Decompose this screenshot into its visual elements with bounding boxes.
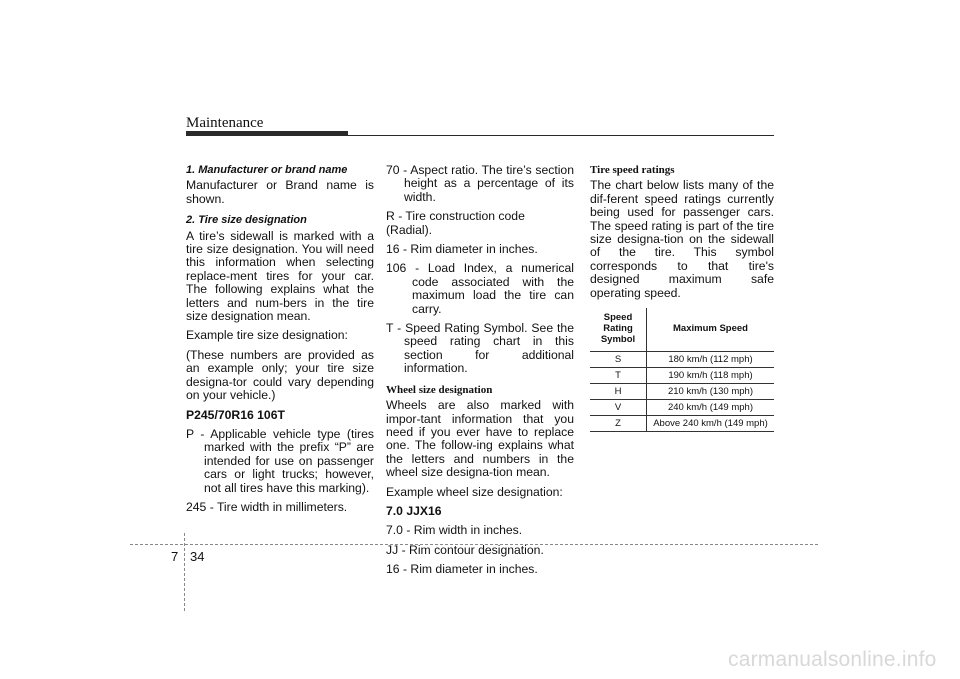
cell-symbol: H [590, 384, 647, 400]
chapter-number: 7 [171, 549, 179, 564]
example-wheel-code: 7.0 JJX16 [386, 503, 442, 518]
paragraph-speed-ratings: The chart below lists many of the dif-ferent speed ratings currently being used for passenger cars. The speed rating is part of the tire size designa-tion on the sidewall of the tire. This symbol corresponds to that tire's designed maximum safe operating speed. [590, 178, 774, 300]
definition-70: 70 - Aspect ratio. The tire’s section height as a percentage of its width. [386, 163, 574, 204]
paragraph-tire-size: A tire’s sidewall is marked with a tire size designation. You will need this information when selecting replace-ment tires for your car. The following explains what the letters and num-bers in the tire size designation mean. [186, 228, 374, 324]
cell-symbol: Z [590, 416, 647, 432]
subheading-speed-ratings: Tire speed ratings [590, 164, 675, 176]
paragraph-wheel-example-label: Example wheel size designation: [386, 484, 563, 499]
header-symbol-line-1: Speed [603, 312, 633, 324]
header-maximum-speed: Maximum Speed [647, 308, 775, 352]
table-row [590, 384, 774, 400]
paragraph-example-label: Example tire size designation: [186, 328, 348, 343]
cell-symbol: V [590, 400, 647, 416]
column-1 [186, 164, 374, 520]
definition-16: 16 - Rim diameter in inches. [386, 242, 538, 257]
example-tire-code: P245/70R16 106T [186, 407, 285, 422]
definition-106: 106 - Load Index, a numerical code associated with the maximum load the tire can carry. [386, 261, 574, 316]
column-3 [590, 164, 774, 432]
header-symbol-line-3: Symbol [600, 334, 636, 346]
definition-r: R - Tire construction code (Radial). [386, 209, 525, 237]
paragraph-wheel-size: Wheels are also marked with impor-tant information that you need if you ever have to replace one. The follow-ing explains what the letters and numbers in the wheel size designa-tion mean. [386, 398, 574, 480]
page-number: 34 [190, 549, 205, 564]
definition-7-0: 7.0 - Rim width in inches. [386, 523, 523, 538]
subheading-manufacturer: 1. Manufacturer or brand name [186, 164, 348, 176]
table-header-row [590, 308, 774, 352]
table-row [590, 416, 774, 432]
speed-rating-table [590, 308, 774, 432]
paragraph-example-note: (These numbers are provided as an example only; your tire size designa-tor could vary depending on your vehicle.) [186, 347, 374, 403]
cell-speed: 240 km/h (149 mph) [647, 400, 775, 416]
header-speed-rating-symbol [590, 308, 647, 352]
table-row [590, 352, 774, 368]
subheading-wheel-size: Wheel size designation [386, 383, 493, 396]
definition-245: 245 - Tire width in millimeters. [186, 499, 348, 514]
cell-speed: 190 km/h (118 mph) [647, 368, 775, 384]
header-symbol-line-2: Rating [603, 323, 633, 335]
watermark: carmanualsonline.info [728, 648, 937, 671]
footer-vertical-divider [184, 533, 185, 611]
cell-speed: 180 km/h (112 mph) [647, 352, 775, 368]
definition-p: P - Applicable vehicle type (tires marked with the prefix “P” are intended for use on passenger cars or light trucks; however, not all tires have this marking). [186, 426, 374, 495]
definition-jj: JJ - Rim contour designation. [386, 542, 544, 557]
definition-t: T - Speed Rating Symbol. See the speed rating chart in this section for additional information. [386, 321, 574, 376]
cell-speed: 210 km/h (130 mph) [647, 384, 775, 400]
footer-divider [130, 544, 818, 545]
subheading-tire-size: 2. Tire size designation [186, 214, 307, 227]
header-rule [186, 135, 774, 136]
section-title: Maintenance [186, 115, 264, 131]
table-row [590, 400, 774, 416]
column-2 [386, 164, 574, 583]
table-row [590, 368, 774, 384]
cell-symbol: T [590, 368, 647, 384]
cell-symbol: S [590, 352, 647, 368]
paragraph-manufacturer: Manufacturer or Brand name is shown. [186, 178, 374, 206]
cell-speed: Above 240 km/h (149 mph) [647, 416, 775, 432]
definition-16-wheel: 16 - Rim diameter in inches. [386, 562, 538, 577]
